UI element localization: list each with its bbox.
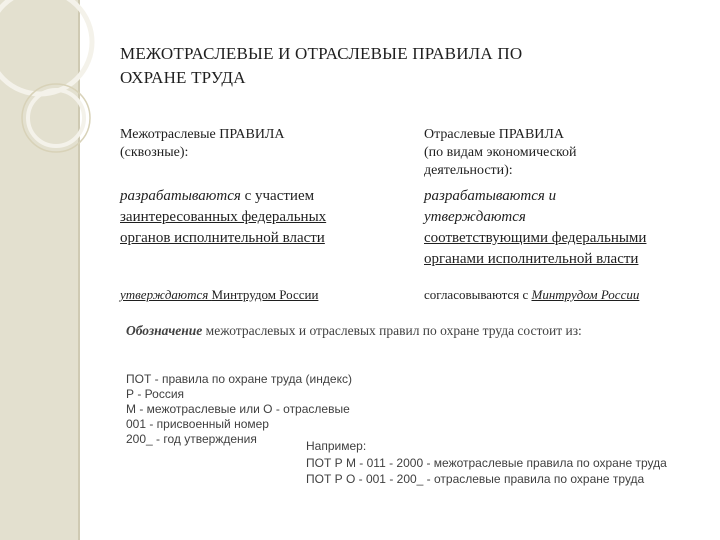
example-item: ПОТ Р О - 001 - 200_ - отраслевые правила по охране труда [306, 472, 645, 486]
designation-example [306, 438, 667, 488]
right-developed-line-1: разрабатываются и [424, 188, 557, 204]
left-heading-line-2: (сквозные): [120, 145, 189, 160]
left-developed-line-2: заинтересованных федеральных [120, 209, 327, 225]
legend-item: 001 - присвоенный номер [126, 417, 269, 431]
right-heading-line-3: деятельности): [424, 163, 513, 178]
title-line-2: ОХРАНЕ ТРУДА [120, 68, 246, 87]
page-title [120, 42, 680, 90]
left-column-heading [120, 126, 285, 162]
right-agreed-line [424, 286, 639, 304]
legend-item: Р - Россия [126, 387, 185, 401]
left-developed-line-3: органов исполнительной власти [120, 230, 325, 246]
left-developed-prefix: разрабатываются [120, 188, 245, 204]
ring-large [0, 0, 92, 94]
right-developed-line-4: органами исполнительной власти [424, 251, 639, 267]
ring-accent [22, 84, 90, 152]
designation-caption-bold: Обозначение [126, 323, 203, 338]
left-developed-rest: с участием [244, 188, 315, 204]
designation-legend [126, 372, 352, 447]
ring-small [28, 90, 84, 146]
right-developed-text [424, 186, 646, 270]
legend-item: ПОТ - правила по охране труда (индекс) [126, 372, 352, 386]
right-agreed-italic: Минтрудом России [531, 287, 640, 302]
left-approved-rest: Минтрудом России [211, 287, 319, 302]
right-developed-line-2: утверждаются [424, 209, 526, 225]
right-developed-line-3: соответствующими федеральными [424, 230, 647, 246]
left-developed-text [120, 186, 326, 249]
example-item: ПОТ Р М - 011 - 2000 - межотраслевые правила по охране труда [306, 455, 667, 470]
left-heading-line-1: Межотраслевые ПРАВИЛА [120, 127, 285, 142]
legend-item: М - межотраслевые или О - отраслевые [126, 402, 350, 416]
decorative-rings [0, 0, 130, 170]
example-label: Например: [306, 439, 367, 453]
left-approved-italic: утверждаются [120, 287, 212, 302]
left-approved-line [120, 286, 318, 304]
right-column-heading [424, 126, 577, 180]
right-heading-line-1: Отраслевые ПРАВИЛА [424, 127, 565, 142]
title-line-1: МЕЖОТРАСЛЕВЫЕ И ОТРАСЛЕВЫЕ ПРАВИЛА ПО [120, 44, 523, 63]
designation-caption-rest: межотраслевых и отраслевых правил по охране труда состоит из: [202, 323, 582, 338]
designation-caption [126, 322, 696, 340]
right-heading-line-2: (по видам экономической [424, 145, 577, 160]
legend-item: 200_ - год утверждения [126, 432, 257, 446]
right-agreed-plain: согласовываются с [424, 287, 532, 302]
